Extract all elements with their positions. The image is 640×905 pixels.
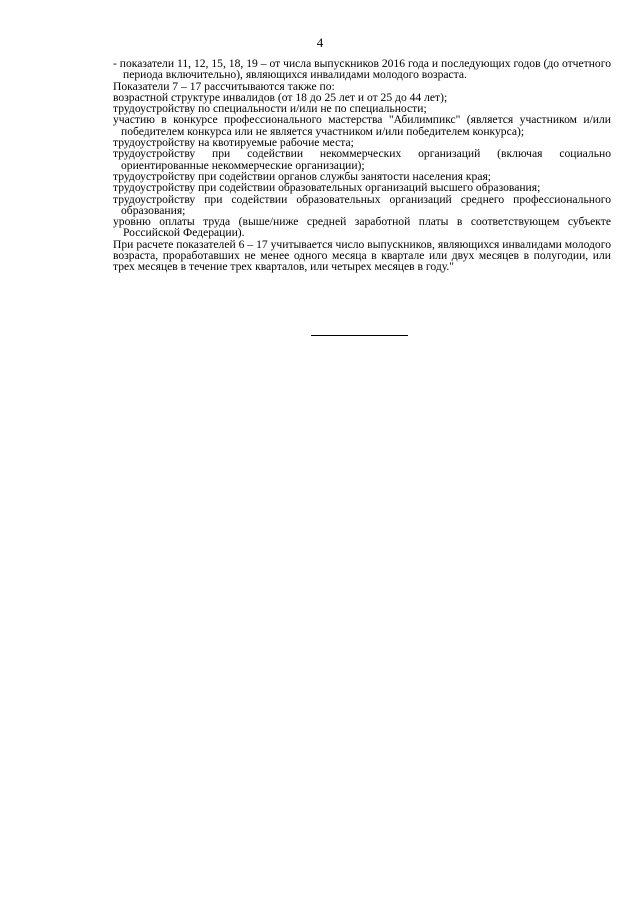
paragraph-abilympics: участию в конкурсе профессионального мастерства "Абилимпикс" (является участником и/или победителем конкурса или не является участником и/или победителем конкурса); <box>113 113 611 138</box>
document-body <box>113 58 611 273</box>
paragraph-quota-jobs: трудоустройству на квотируемые рабочие места; <box>113 136 354 150</box>
paragraph-indicators-11-19: - показатели 11, 12, 15, 18, 19 – от числа выпускников 2016 года и последующих годов (до отчетного периода включительно), являющихся инвалидами молодого возраста. <box>113 57 611 82</box>
paragraph-age-structure: возрастной структуре инвалидов (от 18 до 25 лет и от 25 до 44 лет); <box>113 90 448 104</box>
paragraph-employment-service: трудоустройству при содействии органов службы занятости населения края; <box>113 169 492 183</box>
paragraph-nonprofit-organizations: трудоустройству при содействии некоммерческих организаций (включая социально ориентированные некоммерческие организации); <box>113 147 611 172</box>
paragraph-vocational-education: трудоустройству при содействии образовательных организаций среднего профессионального образования; <box>113 192 611 217</box>
paragraph-employment-specialty: трудоустройству по специальности и/или не по специальности; <box>113 102 427 116</box>
paragraph-indicators-7-17-intro: Показатели 7 – 17 рассчитываются также по: <box>113 79 335 93</box>
end-separator-line <box>311 335 408 336</box>
page-number: 4 <box>316 35 324 50</box>
paragraph-wage-level: уровню оплаты труда (выше/ниже средней заработной платы в соответствующем субъекте Российской Федерации). <box>113 215 611 240</box>
paragraph-higher-education: трудоустройству при содействии образовательных организаций высшего образования; <box>113 181 541 195</box>
paragraph-calculation-note: При расчете показателей 6 – 17 учитывается число выпускников, являющихся инвалидами молодого возраста, проработавших не менее одного месяца в квартале или двух месяцев в полугодии, или трех месяцев в течение трех кварталов, или четырех месяцев в году." <box>113 237 611 274</box>
